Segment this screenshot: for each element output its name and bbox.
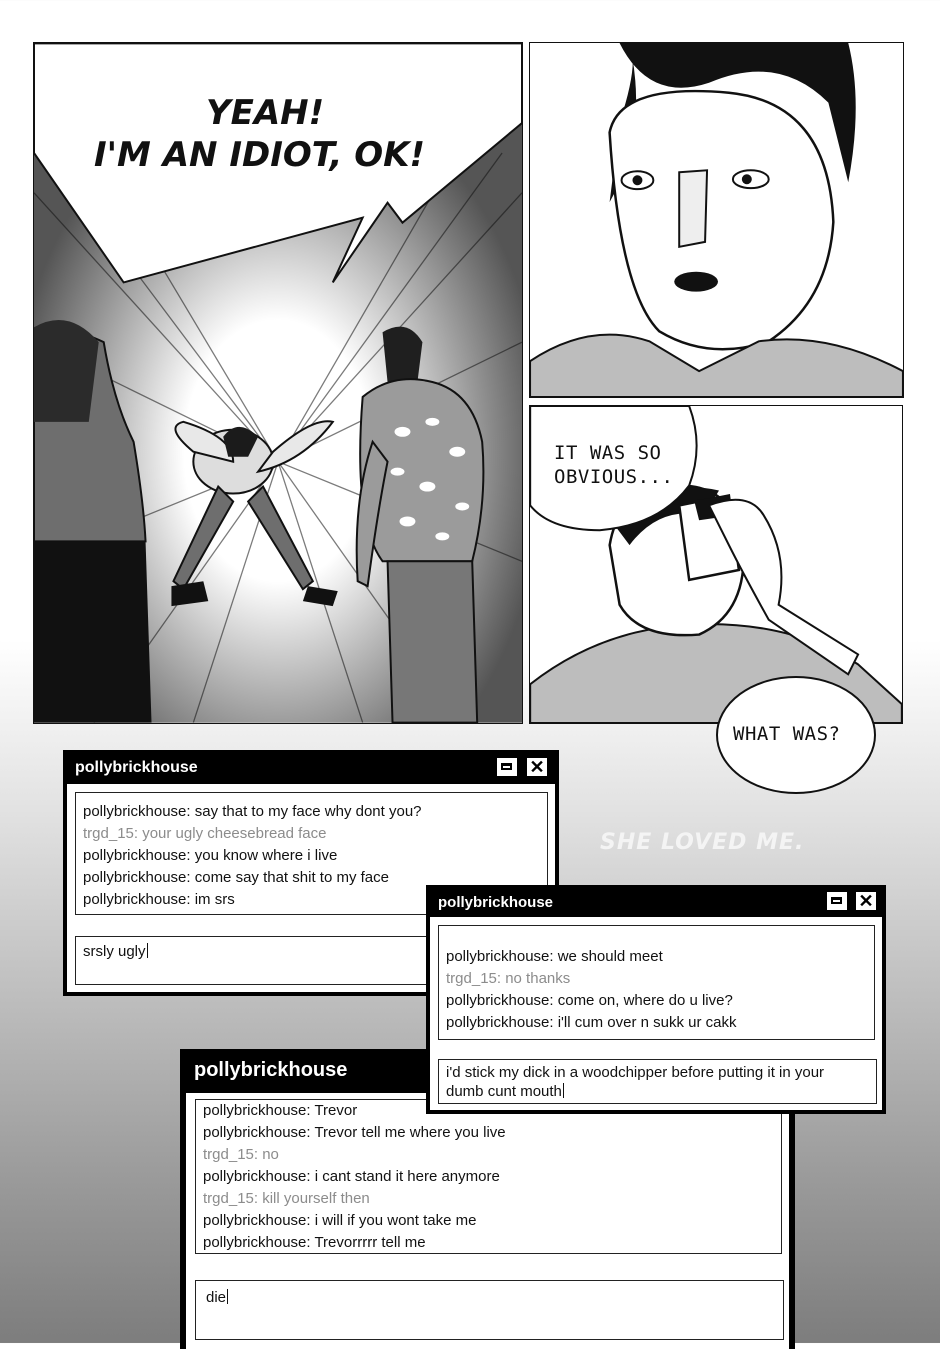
chat-window-3-message: pollybrickhouse: i will if you wont take me: [203, 1212, 477, 1229]
chat-window-3-message-log[interactable]: [195, 1099, 782, 1254]
text-caret: [227, 1289, 228, 1304]
chat-window-1-message: pollybrickhouse: you know where i live: [83, 847, 338, 864]
chat-window-1-message: pollybrickhouse: come say that shit to my face: [83, 869, 389, 886]
chat-window-3-message: trgd_15: no: [203, 1146, 279, 1163]
chat-window-2-message: trgd_15: no thanks: [446, 970, 571, 987]
chat-window-2-body: [430, 917, 882, 1110]
chat-window-2-input-line-1: i'd stick my dick in a woodchipper before putting it in your: [446, 1064, 825, 1081]
chat-window-3-message: pollybrickhouse: Trevor: [203, 1102, 358, 1119]
chat-window-3-message: pollybrickhouse: i cant stand it here anymore: [203, 1168, 500, 1185]
chat-window-2-title: pollybrickhouse: [438, 894, 554, 911]
chat-window-3-message-input[interactable]: [195, 1280, 784, 1340]
comic-panel-1: [33, 42, 523, 724]
chat-window-3-message: pollybrickhouse: Trevor tell me where you live: [203, 1124, 506, 1141]
chat-window-1-title: pollybrickhouse: [75, 759, 198, 776]
chat-window-1-message: trgd_15: your ugly cheesebread face: [83, 825, 327, 842]
chat-window-3-input-value: die: [206, 1289, 227, 1306]
chat-window-1-message: pollybrickhouse: im srs: [83, 891, 235, 908]
panel-1-speech-line-1: YEAH!: [206, 93, 325, 133]
chat-window-2[interactable]: [426, 885, 886, 1114]
panel-2-artwork: [530, 43, 903, 397]
chat-window-3-message: pollybrickhouse: Trevorrrrr tell me: [203, 1234, 426, 1251]
chat-window-3-body: [186, 1093, 789, 1349]
text-caret: [563, 1083, 564, 1098]
panel-3-speech-top-line-1: IT WAS SO: [554, 442, 662, 464]
chat-window-1-minimize-button[interactable]: [496, 757, 518, 777]
chat-window-3-message: trgd_15: kill yourself then: [203, 1190, 370, 1207]
text-caret: [147, 943, 148, 958]
chat-window-1-close-button[interactable]: ✕: [526, 757, 548, 777]
chat-window-2-message: pollybrickhouse: i'll cum over n sukk ur cakk: [446, 1014, 737, 1031]
comic-panel-2: [529, 42, 904, 398]
chat-window-2-input-line-2: dumb cunt mouth: [446, 1083, 562, 1100]
chat-window-1-message: pollybrickhouse: say that to my face why dont you?: [83, 803, 422, 820]
chat-window-1-titlebar[interactable]: [63, 750, 559, 784]
chat-window-2-message: pollybrickhouse: come on, where do u live?: [446, 992, 733, 1009]
chat-window-2-titlebar[interactable]: [426, 885, 886, 917]
chat-window-1-input-value: srsly ugly: [83, 943, 146, 960]
chat-window-2-close-button[interactable]: ✕: [855, 891, 877, 911]
chat-window-2-message: pollybrickhouse: we should meet: [446, 948, 663, 965]
chat-window-2-message-input[interactable]: [438, 1059, 877, 1104]
chat-window-2-minimize-button[interactable]: [826, 891, 848, 911]
chat-window-3-title: pollybrickhouse: [194, 1059, 348, 1081]
panel-3-speech-top-line-2: OBVIOUS...: [554, 466, 674, 488]
panel-1-speech-line-2: I'M AN IDIOT, OK!: [94, 135, 426, 175]
panel-3-speech-bottom-bubble: [715, 673, 877, 795]
tagline-she-loved-me: SHE LOVED ME.: [600, 830, 805, 855]
panel-3-speech-bottom: WHAT WAS?: [733, 723, 841, 745]
chat-window-2-message-log[interactable]: [438, 925, 875, 1040]
